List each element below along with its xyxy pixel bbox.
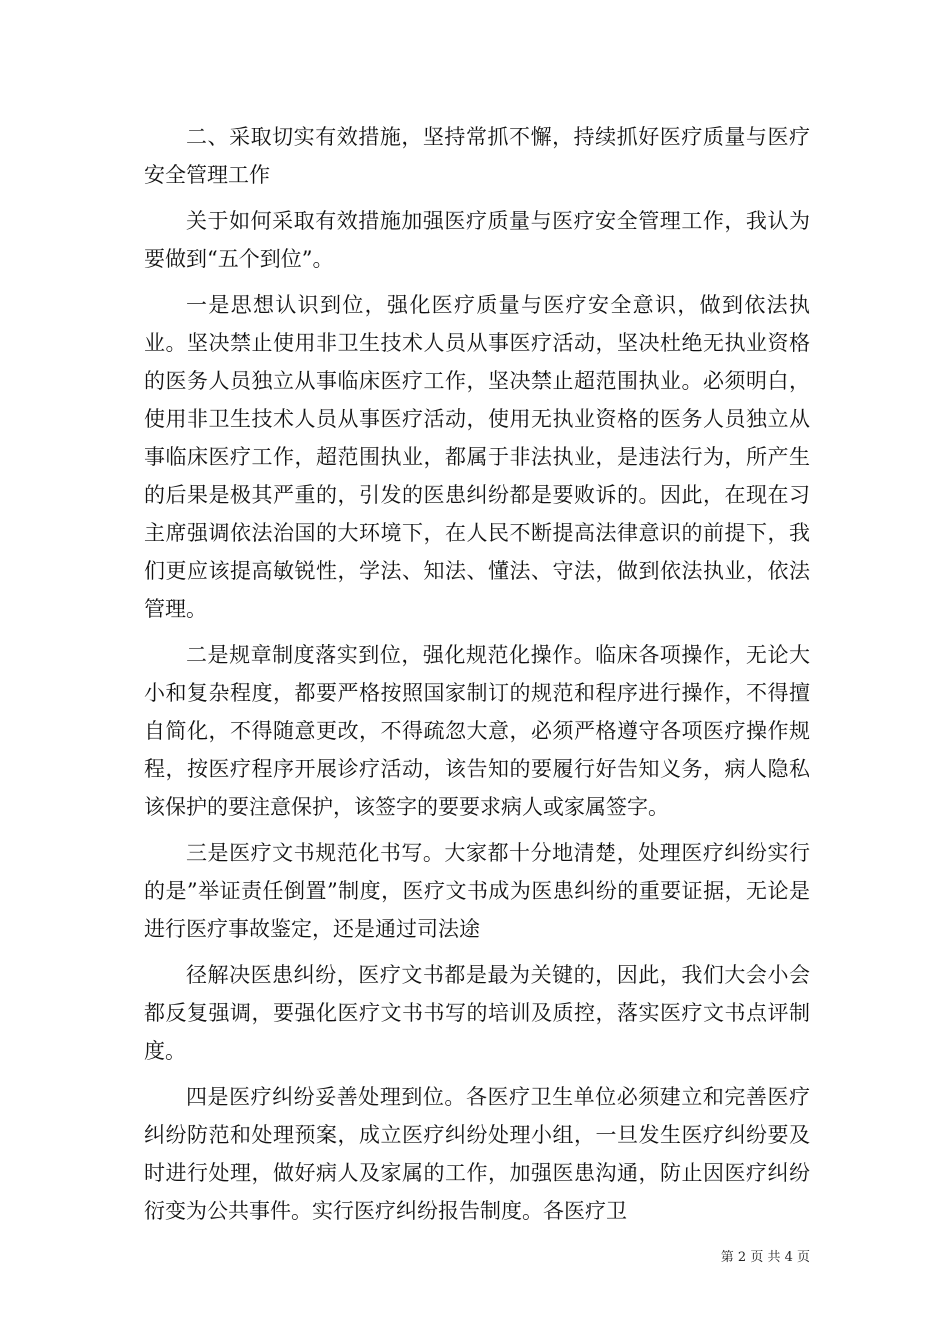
paragraph-point-one: 一是思想认识到位，强化医疗质量与医疗安全意识，做到依法执业。坚决禁止使用非卫生技术人员从事医疗活动，坚决杜绝无执业资格的医务人员独立从事临床医疗工作，坚决禁止超范围执业。必须明白，使用非卫生技术人员从事医疗活动，使用无执业资格的医务人员独立从事临床医疗工作，超范围执业，都属于非法执业，是违法行为，所产生的后果是极其严重的，引发的医患纠纷都是要败诉的。因此，在现在习主席强调依法治国的大环境下，在人民不断提高法律意识的前提下，我们更应该提高敏锐性，学法、知法、懂法、守法，做到依法执业，依法管理。 (144, 293, 810, 621)
paragraph-intro: 关于如何采取有效措施加强医疗质量与医疗安全管理工作，我认为要做到“五个到位”。 (144, 209, 810, 271)
paragraph-section-heading: 二、采取切实有效措施，坚持常抓不懈，持续抓好医疗质量与医疗安全管理工作 (144, 125, 810, 187)
paragraph-point-two: 二是规章制度落实到位，强化规范化操作。临床各项操作，无论大小和复杂程度，都要严格按照国家制订的规范和程序进行操作，不得擅自简化，不得随意更改，不得疏忽大意，必须严格遵守各项医疗操作规程，按医疗程序开展诊疗活动，该告知的要履行好告知义务，病人隐私该保护的要注意保护，该签字的要要求病人或家属签字。 (144, 643, 810, 819)
paragraph-point-four: 四是医疗纠纷妥善处理到位。各医疗卫生单位必须建立和完善医疗纠纷防范和处理预案，成立医疗纠纷处理小组，一旦发生医疗纠纷要及时进行处理，做好病人及家属的工作，加强医患沟通，防止因医疗纠纷衍变为公共事件。实行医疗纠纷报告制度。各医疗卫 (144, 1085, 810, 1223)
paragraph-point-three: 三是医疗文书规范化书写。大家都十分地清楚，处理医疗纠纷实行的是”举证责任倒置”制度，医疗文书成为医患纠纷的重要证据，无论是进行医疗事故鉴定，还是通过司法途 (144, 841, 810, 941)
document-body (144, 118, 810, 1238)
paragraph-point-three-continued: 径解决医患纠纷，医疗文书都是最为关键的，因此，我们大会小会都反复强调，要强化医疗文书书写的培训及质控，落实医疗文书点评制度。 (144, 963, 810, 1063)
page-number-footer: 第 2 页 共 4 页 (720, 1250, 810, 1265)
